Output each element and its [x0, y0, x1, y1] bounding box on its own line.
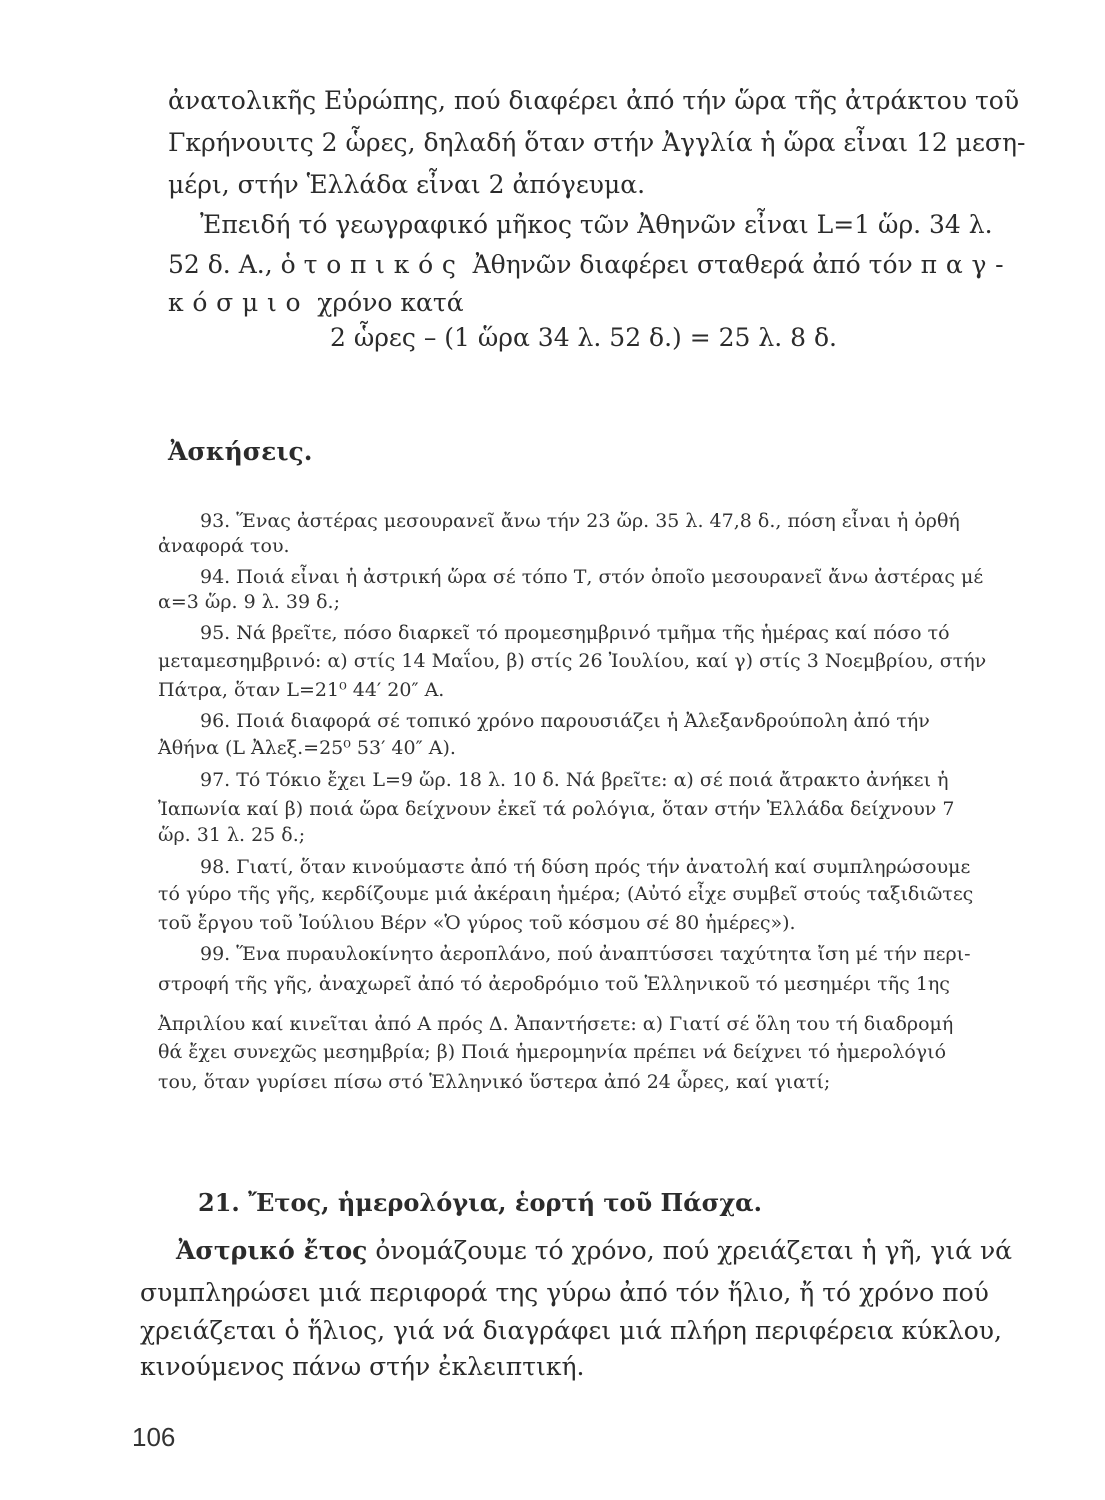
emphasis-spaced: τοπικός: [303, 250, 465, 279]
exercise-94: 94. Ποιά εἶναι ἡ ἀστρική ὥρα σέ τόπο Τ, στόν ὁποῖο μεσουρανεῖ ἄνω ἀστέρας μέ: [200, 566, 984, 588]
exercise-line: Ἀπριλίου καί κινεῖται ἀπό Α πρός Δ. Ἀπαντήσετε: α) Γιατί σέ ὅλη του τή διαδρομή: [158, 1013, 954, 1035]
text-line: [168, 290, 464, 315]
term-bold: Ἀστρικό ἔτος: [176, 1236, 368, 1265]
emphasis-spaced: παγ-: [920, 250, 1013, 279]
text-span: χρόνο κατά: [309, 288, 464, 317]
exercise-line: ἀναφορά του.: [158, 535, 290, 557]
text-line: [168, 252, 1012, 277]
text-line: ἀνατολικῆς Εὐρώπης, πού διαφέρει ἀπό τήν ὥρα τῆς ἀτράκτου τοῦ: [168, 86, 1020, 115]
exercise-line: Πάτρα, ὅταν L=21⁰ 44′ 20″ Α.: [158, 679, 445, 701]
text-span: ὀνομάζουμε τό χρόνο, πού χρειάζεται ἡ γῆ, γιά νά: [367, 1236, 1013, 1265]
emphasis-spaced: κόσμιο: [168, 288, 310, 317]
exercise-line: μεταμεσημβρινό: α) στίς 14 Μαΐου, β) στίς 26 Ἰουλίου, καί γ) στίς 3 Νοεμβρίου, στήν: [158, 650, 987, 672]
exercise-95: 95. Νά βρεῖτε, πόσο διαρκεῖ τό προμεσημβρινό τμῆμα τῆς ἡμέρας καί πόσο τό: [200, 622, 950, 644]
text-line: μέρι, στήν Ἑλλάδα εἶναι 2 ἀπόγευμα.: [168, 170, 646, 199]
section-title: 21. Ἔτος, ἡμερολόγια, ἑορτή τοῦ Πάσχα.: [198, 1188, 762, 1217]
exercise-97: 97. Τό Τόκιο ἔχει L=9 ὥρ. 18 λ. 10 δ. Νά βρεῖτε: α) σέ ποιά ἄτρακτο ἀνήκει ἡ: [200, 769, 949, 791]
exercise-line: στροφή τῆς γῆς, ἀναχωρεῖ ἀπό τό ἀεροδρόμιο τοῦ Ἑλληνικοῦ τό μεσημέρι τῆς 1ης: [158, 973, 950, 995]
exercise-line: τοῦ ἔργου τοῦ Ἰούλιου Βέρν «Ὁ γύρος τοῦ κόσμου σέ 80 ἡμέρες»).: [158, 912, 796, 934]
page-number: 106: [132, 1422, 176, 1452]
text-line: χρειάζεται ὁ ἥλιος, γιά νά διαγράφει μιά πλήρη περιφέρεια κύκλου,: [140, 1316, 1002, 1345]
exercise-line: α=3 ὥρ. 9 λ. 39 δ.;: [158, 591, 340, 613]
formula-line: 2 ὧρες – (1 ὥρα 34 λ. 52 δ.) = 25 λ. 8 δ.: [330, 323, 837, 352]
exercises-heading: Ἀσκήσεις.: [168, 437, 313, 466]
exercise-98: 98. Γιατί, ὅταν κινούμαστε ἀπό τή δύση πρός τήν ἀνατολή καί συμπληρώσουμε: [200, 856, 971, 878]
exercise-line: του, ὅταν γυρίσει πίσω στό Ἑλληνικό ὕστερα ἀπό 24 ὧρες, καί γιατί;: [158, 1071, 831, 1093]
text-span: 52 δ. Α., ὁ: [168, 250, 304, 279]
text-span: Ἀθηνῶν διαφέρει σταθερά ἀπό τόν: [464, 250, 921, 279]
text-line: Ἐπειδή τό γεωγραφικό μῆκος τῶν Ἀθηνῶν εἶναι L=1 ὥρ. 34 λ.: [200, 210, 993, 239]
exercise-line: τό γύρο τῆς γῆς, κερδίζουμε μιά ἀκέραιη ἡμέρα; (Αὐτό εἶχε συμβεῖ στούς ταξιδιῶτες: [158, 883, 974, 905]
exercise-line: θά ἔχει συνεχῶς μεσημβρία; β) Ποιά ἡμερομηνία πρέπει νά δείχνει τό ἡμερολόγιό: [158, 1041, 947, 1063]
exercise-line: Ἰαπωνία καί β) ποιά ὥρα δείχνουν ἐκεῖ τά ρολόγια, ὅταν στήν Ἑλλάδα δείχνουν 7: [158, 798, 955, 820]
text-line: κινούμενος πάνω στήν ἐκλειπτική.: [140, 1352, 585, 1381]
exercise-line: ὥρ. 31 λ. 25 δ.;: [158, 824, 306, 846]
exercise-96: 96. Ποιά διαφορά σέ τοπικό χρόνο παρουσιάζει ἡ Ἀλεξανδρούπολη ἀπό τήν: [200, 710, 930, 732]
exercise-line: Ἀθήνα (L Ἀλεξ.=25⁰ 53′ 40″ Α).: [158, 737, 456, 759]
exercise-93: 93. Ἕνας ἀστέρας μεσουρανεῖ ἄνω τήν 23 ὥρ. 35 λ. 47,8 δ., πόση εἶναι ἡ ὀρθή: [200, 510, 960, 532]
exercise-99: 99. Ἕνα πυραυλοκίνητο ἀεροπλάνο, πού ἀναπτύσσει ταχύτητα ἴση μέ τήν περι-: [200, 943, 971, 965]
text-line: συμπληρώσει μιά περιφορά της γύρω ἀπό τόν ἥλιο, ἤ τό χρόνο πού: [140, 1278, 989, 1307]
text-line: Γκρήνουιτς 2 ὧρες, δηλαδή ὅταν στήν Ἀγγλία ἡ ὥρα εἶναι 12 μεση-: [168, 128, 1026, 157]
text-line: [176, 1238, 1012, 1263]
